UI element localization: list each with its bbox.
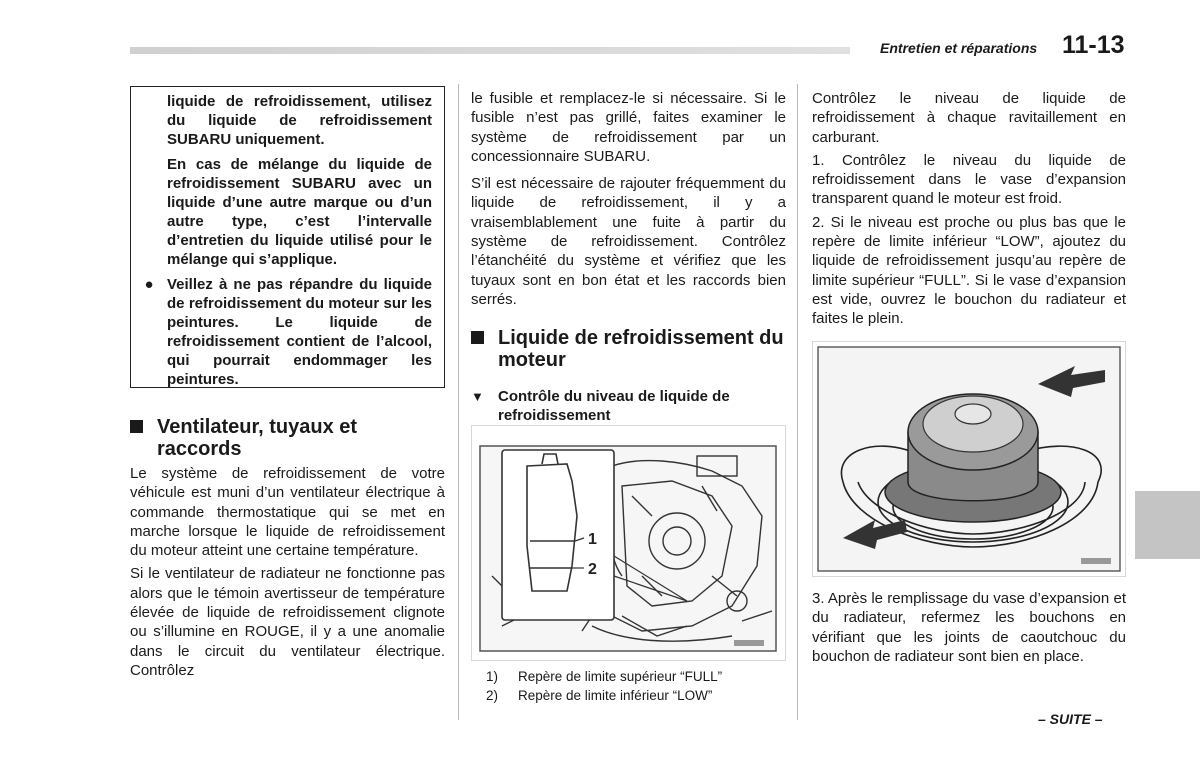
warning-bullet-item [131, 275, 444, 389]
legend-text: Repère de limite inférieur “LOW” [518, 687, 713, 703]
col2-para-1: le fusible et remplacez-le si nécessaire. Si le fusible n’est pas grillé, faites examiner le système de refroidissement par un concessionnaire SUBARU. [471, 90, 786, 165]
section-title: Entretien et réparations [880, 40, 1038, 56]
page-number: 11-13 [1062, 31, 1125, 59]
col3-para-4: 3. Après le remplissage du vase d’expansion et du radiateur, refermez les bouchons en vérifiant que les joints de caoutchouc du bouchon de radiateur sont bien en place. [812, 590, 1126, 665]
engine-bay-figure [471, 425, 786, 661]
coolant-section-heading [471, 327, 786, 371]
column-2-body [471, 89, 786, 425]
legend-num: 1) [486, 669, 499, 684]
figure-legend [486, 668, 786, 705]
radiator-cap-figure [812, 341, 1126, 577]
heading-square-icon [130, 420, 143, 433]
warning-para-2: En cas de mélange du liquide de refroidissement SUBARU avec un liquide d’une autre marque ou d’un autre type, c’est l’intervalle d’entretien du liquide utilisé pour le mélange qui s’applique. [167, 156, 432, 268]
fan-heading-text: Ventilateur, tuyaux et raccords [157, 416, 358, 460]
heading-square-icon [471, 331, 484, 344]
header-rule [130, 47, 850, 54]
triangle-down-icon: ▼ [471, 389, 484, 405]
bullet-icon: ● [144, 276, 154, 293]
col2-para-2: S’il est nécessaire de rajouter fréquemment du liquide de refroidissement, il y a vraisemblablement une fuite à partir du système de refroidissement. Contrôlez l’étanchéité du système et vérifiez que les tuyaux sont en bon état et les raccords bien serrés. [471, 175, 786, 308]
engine-bay-illustration [472, 426, 785, 660]
column-divider-right [797, 84, 798, 720]
column-1-body [130, 416, 445, 680]
col3-para-3: 2. Si le niveau est proche ou plus bas que le repère de limite inférieur “LOW”, ajoutez du liquide de refroidissement jusqu’au repère de limite supérieur “FULL”. Si le vase d’expansion est vide, ouvrez le bouchon du radiateur et faites le plein. [812, 213, 1126, 328]
continued-label: – SUITE – [1038, 711, 1103, 727]
column-3-body-lower [812, 589, 1126, 666]
fan-section-heading [130, 416, 445, 460]
callout-1-label: 1 [588, 531, 597, 548]
subheading-text: Contrôle du niveau de liquide de refroidissement [498, 388, 730, 425]
warning-bullet-text: Veillez à ne pas répandre du liquide de refroidissement du moteur sur les peintures. Le liquide de refroidissement contient de l’alcool, qui pourrait endommager les peintures. [167, 276, 432, 388]
callout-2-label: 2 [588, 561, 597, 578]
chapter-side-tab [1135, 491, 1200, 559]
coolant-heading-text: Liquide de refroidissement du moteur [498, 327, 784, 372]
column-divider-left [458, 84, 459, 720]
legend-item [486, 687, 786, 706]
column-3-body [812, 89, 1126, 329]
col3-para-1: Contrôlez le niveau de liquide de refroidissement à chaque ravitaillement en carburant. [812, 90, 1126, 146]
warning-box [130, 86, 445, 388]
fan-para-2: Si le ventilateur de radiateur ne fonctionne pas alors que le témoin avertisseur de température élevée de liquide de refroidissement clignote ou s’illumine en ROUGE, il y a une anomalie dans le circuit du ventilateur électrique. Contrôlez [130, 565, 445, 679]
legend-num: 2) [486, 687, 499, 703]
coolant-check-subheading [471, 387, 786, 425]
radiator-cap-illustration [813, 342, 1125, 576]
col3-para-2: 1. Contrôlez le niveau du liquide de refroidissement dans le vase d’expansion transparent quand le moteur est froid. [812, 151, 1126, 208]
legend-item [486, 668, 786, 687]
legend-text: Repère de limite supérieur “FULL” [518, 669, 723, 684]
fan-para-1: Le système de refroidissement de votre véhicule est muni d’un ventilateur électrique à commande thermostatique qui se met en marche lorsque le liquide de refroidissement du moteur atteint une certaine température. [130, 465, 445, 560]
warning-para-1: liquide de refroidissement, utilisez du liquide de refroidissement SUBARU uniquement. [167, 93, 432, 148]
